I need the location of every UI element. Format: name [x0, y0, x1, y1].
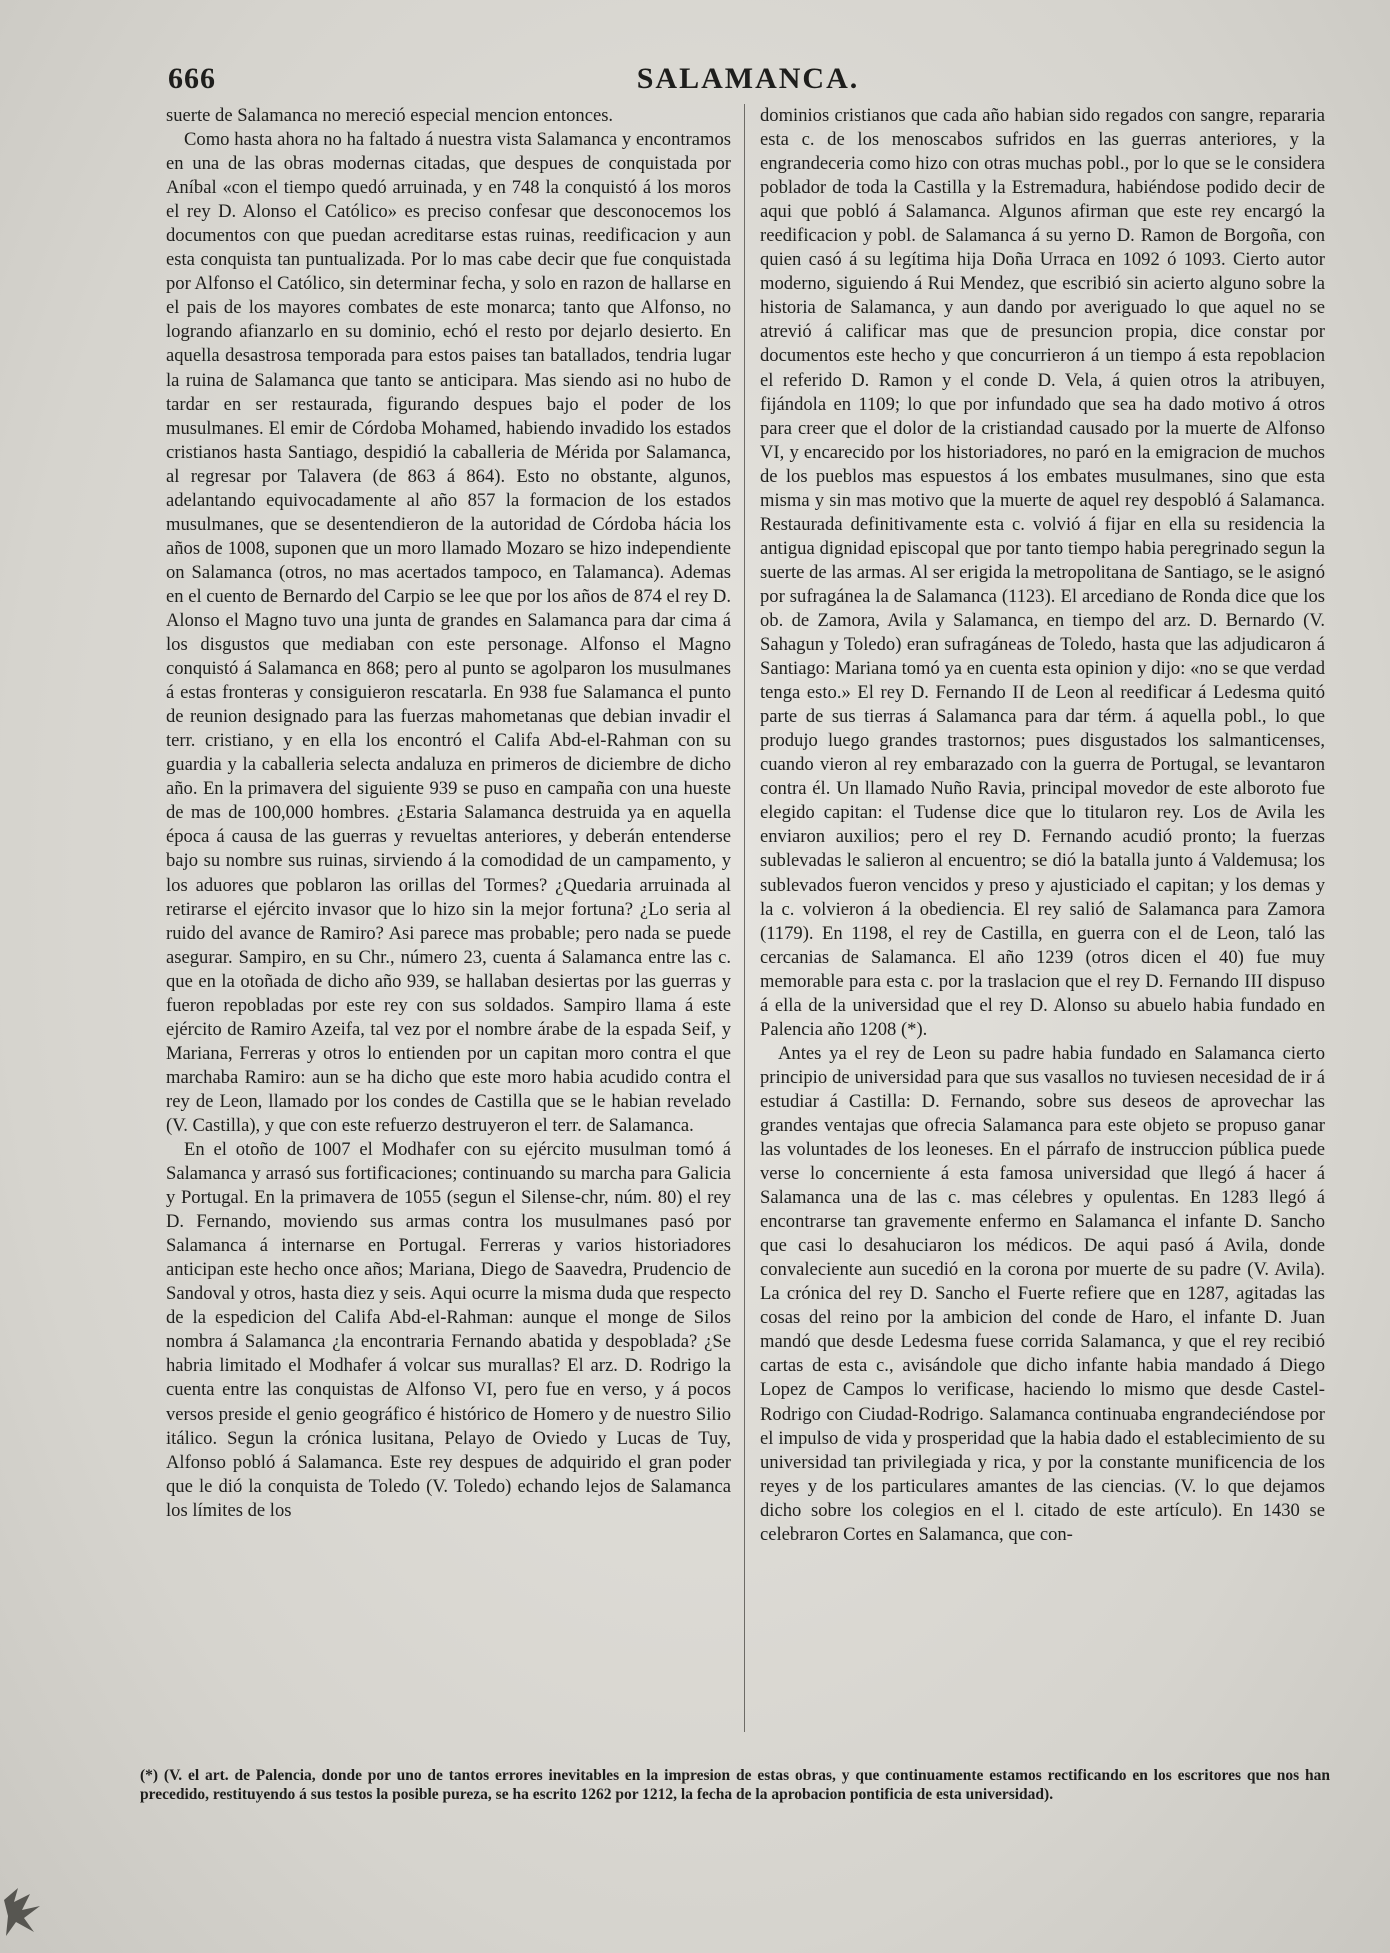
ink-blot-ornament — [0, 1880, 48, 1940]
page-number: 666 — [168, 62, 216, 95]
running-title: SALAMANCA. — [636, 62, 860, 95]
right-paragraph-1: dominios cristianos que cada año habian sido regados con sangre, repararia esta c. de los menoscabos sufridos en las guerras anteriores, y la engrandeceria como hizo con otras muchas pobl., por lo que se le considera poblador de toda la Castilla y la Estremadura, habiéndose podido decir de aqui que pobló á Salamanca. Algunos afirman que este rey encargó la reedificacion y pobl. de Salamanca á su yerno D. Ramon de Borgoña, con quien casó á su legítima hija Doña Urraca en 1092 ó 1093. Cierto autor moderno, siguiendo á Rui Mendez, que escribió sin acierto alguno sobre la historia de Salamanca, y aun dando por averiguado lo que aquel no se atrevió á calificar mas que de presuncion propia, dice constar por documentos este hecho y que concurrieron á un tiempo á esta repoblacion el referido D. Ramon y el conde D. Vela, á quien otros la atribuyen, fijándola en 1109; lo que por infundado que sea ha dado motivo á otros para creer que el dolor de la cristiandad causado por la muerte de Alfonso VI, y encarecido por los historiadores, no paró en la emigracion de muchos de los pueblos mas espuestos á los embates musulmanes, sino que esta misma y sin mas motivo que la muerte de aquel rey despobló á Salamanca. Restaurada definitivamente esta c. volvió á fijar en ella su residencia la antigua dignidad episcopal que por tanto tiempo habia peregrinado segun la suerte de las armas. Al ser erigida la metropolitana de Santiago, se le asignó por sufragánea la de Salamanca (1123). El arcediano de Ronda dice que los ob. de Zamora, Avila y Salamanca, en tiempo del arz. D. Bernardo (V. Sahagun y Toledo) eran sufragáneas de Toledo, hasta que las adjudicaron á Santiago: Mariana tomó ya en cuenta esta opinion y dijo: «no se que verdad tenga esto.» El rey D. Fernando II de Leon al reedificar á Ledesma quitó parte de sus tierras á Salamanca para dar térm. á aquella pobl., lo que produjo luego grandes trastornos; pues disgustados los salmanticenses, cuando vieron al rey embarazado con la guerra de Portugal, se levantaron contra él. Un llamado Nuño Ravia, principal movedor de este alboroto fue elegido capitan: el Tudense dice que lo titularon rey. Los de Avila les enviaron auxilios; pero el rey D. Fernando acudió pronto; la fuerzas sublevadas le salieron al encuentro; se dió la batalla junto á Valdemusa; los sublevados fueron vencidos y preso y ajusticiado el capitan; y los demas y la c. volvieron á la obediencia. El rey salió de Salamanca para Zamora (1179). En 1198, el rey de Castilla, en guerra con el de Leon, taló las cercanias de Salamanca. El año 1239 (otros dicen el 40) fue muy memorable para esta c. por la traslacion que el rey D. Fernando III dispuso á ella de la universidad que el rey D. Alonso su abuelo habia fundado en Palencia año 1208 (*). — [760, 105, 1325, 1040]
footnote: (*) (V. el art. de Palencia, donde por uno de tantos errores inevitables en la impresion de estas obras, y que continuamente estamos rectificando en los escritores que nos han precedido, restituyendo á sus testos la posible pureza, se ha escrito 1262 por 1212, la fecha de la aprobacion pontificia de esta universidad). — [140, 1767, 1330, 1803]
left-paragraph-2: Como hasta ahora no ha faltado á nuestra vista Salamanca y encontramos en una de las obras modernas citadas, que despues de conquistada por Aníbal «con el tiempo quedó arruinada, y en 748 la conquistó á los moros el rey D. Alonso el Católico» es preciso confesar que desconocemos los documentos con que puedan acreditarse estas ruinas, reedificacion y aun esta conquista tan puntualizada. Por lo mas cabe decir que fue conquistada por Alfonso el Católico, sin determinar fecha, y solo en razon de hallarse en el pais de los mayores combates de este monarca; tanto que Alfonso, no logrando afianzarlo en su dominio, echó el resto por dejarlo desierto. En aquella desastrosa temporada para estos paises tan batallados, tendria lugar la ruina de Salamanca que tanto se anticipara. Mas siendo asi no hubo de tardar en ser restaurada, figurando despues bajo el poder de los musulmanes. El emir de Córdoba Mohamed, habiendo invadido los estados cristianos hasta Santiago, despidió la caballeria de Mérida por Salamanca, al regresar por Talavera (de 863 á 864). Esto no obstante, algunos, adelantando equivocadamente al año 857 la formacion de los estados musulmanes, que se desentendieron de la autoridad de Córdoba hácia los años de 1008, suponen que un moro llamado Mozaro se hizo independiente on Salamanca (otros, no mas acertados tampoco, en Talamanca). Ademas en el cuento de Bernardo del Carpio se lee que por los años de 874 el rey D. Alonso el Magno tuvo una junta de grandes en Salamanca para dar cima á los disgustos que mediaban con este personage. Alfonso el Magno conquistó á Salamanca en 868; pero al punto se agolparon los musulmanes á estas fronteras y consiguieron rescatarla. En 938 fue Salamanca el punto de reunion designado para las fuerzas mahometanas que debian invadir el terr. cristiano, y en ella los encontró el Califa Abd-el-Rahman con su guardia y la caballeria selecta andaluza en primeros de diciembre de dicho año. En la primavera del siguiente 939 se puso en campaña con una hueste de mas de 100,000 hombres. ¿Estaria Salamanca destruida ya en aquella época á causa de las guerras y revueltas anteriores, y deberán entenderse bajo su nombre sus ruinas, sirviendo á la comodidad de un campamento, y los aduores que poblaron las orillas del Tormes? ¿Quedaria arruinada al retirarse el ejército invasor que lo hizo sin la mejor fortuna? ¿Lo seria al ruido del avance de Ramiro? Asi parece mas probable; pero nada se puede asegurar. Sampiro, en su Chr., número 23, cuenta á Salamanca entre las c. que en la otoñada de dicho año 939, se hallaban desiertas por las guerras y fueron repobladas por este rey con sus soldados. Sampiro llama á este ejército de Ramiro Azeifa, tal vez por el nombre árabe de la espada Seif, y Mariana, Ferreras y otros lo entienden por un capitan moro contra el que marchaba Ramiro: aun se ha dicho que este moro habia acudido contra el rey de Leon, llamado por los condes de Castilla que se le habian revelado (V. Castilla), y que con este refuerzo destruyeron el terr. de Salamanca. — [166, 129, 731, 1136]
page-header — [168, 62, 1328, 106]
column-divider — [744, 104, 745, 1732]
right-column — [760, 104, 1325, 1547]
right-paragraph-2: Antes ya el rey de Leon su padre habia fundado en Salamanca cierto principio de universidad para que sus vasallos no tuviesen necesidad de ir á estudiar á Castilla: D. Fernando, sobre sus deseos de aprovechar las grandes ventajas que ofrecia Salamanca para este objeto se propuso ganar las voluntades de los leoneses. En el párrafo de instruccion pública puede verse lo concerniente á esta famosa universidad que llegó á hacer á Salamanca una de las c. mas célebres y opulentas. En 1283 llegó á encontrarse tan gravemente enfermo en Salamanca el infante D. Sancho que casi lo desahuciaron los médicos. De aqui pasó á Avila, donde convaleciente aun sucedió en la corona por muerte de su padre (V. Avila). La crónica del rey D. Sancho el Fuerte refiere que en 1287, agitadas las cosas del reino por la ambicion del conde de Haro, el infante D. Juan mandó que desde Ledesma fuese corrida Salamanca, y que el rey recibió cartas de esta c., avisándole que dicho infante habia mandado á Diego Lopez de Campos lo verificase, haciendo lo mismo que desde Castel-Rodrigo con Ciudad-Rodrigo. Salamanca continuaba engrandeciéndose por el impulso de vida y prosperidad que la habia dado el establecimiento de su universidad tan privilegiada y rica, y por la constante munificencia de los reyes y de los particulares amantes de las ciencias. (V. lo que dejamos dicho sobre los colegios en el l. citado de este artículo). En 1430 se celebraron Cortes en Salamanca, que con- — [760, 1042, 1325, 1545]
left-paragraph-1: suerte de Salamanca no mereció especial mencion entonces. — [166, 105, 614, 126]
left-paragraph-3: En el otoño de 1007 el Modhafer con su ejército musulman tomó á Salamanca y arrasó sus fortificaciones; continuando su marcha para Galicia y Portugal. En la primavera de 1055 (segun el Silense-chr, núm. 80) el rey D. Fernando, moviendo sus armas contra los musulmanes pasó por Salamanca á internarse en Portugal. Ferreras y varios historiadores anticipan este hecho once años; Mariana, Diego de Saavedra, Prudencio de Sandoval y otros, hasta diez y seis. Aqui ocurre la misma duda que respecto de la espedicion del Califa Abd-el-Rahman: aunque el monge de Silos nombra á Salamanca ¿la encontraria Fernando abatida y despoblada? ¿Se habria limitado el Modhafer á volcar sus murallas? El arz. D. Rodrigo la cuenta entre las conquistas de Alfonso VI, pero fue en verso, y á pocos versos preside el genio geográfico é histórico de Homero y de nuestro Silio itálico. Segun la crónica lusitana, Pelayo de Oviedo y Lucas de Tuy, Alfonso pobló á Salamanca. Este rey despues de adquirido el gran poder que le dió la conquista de Toledo (V. Toledo) echando lejos de Salamanca los límites de los — [166, 1139, 731, 1521]
left-column — [166, 104, 731, 1523]
